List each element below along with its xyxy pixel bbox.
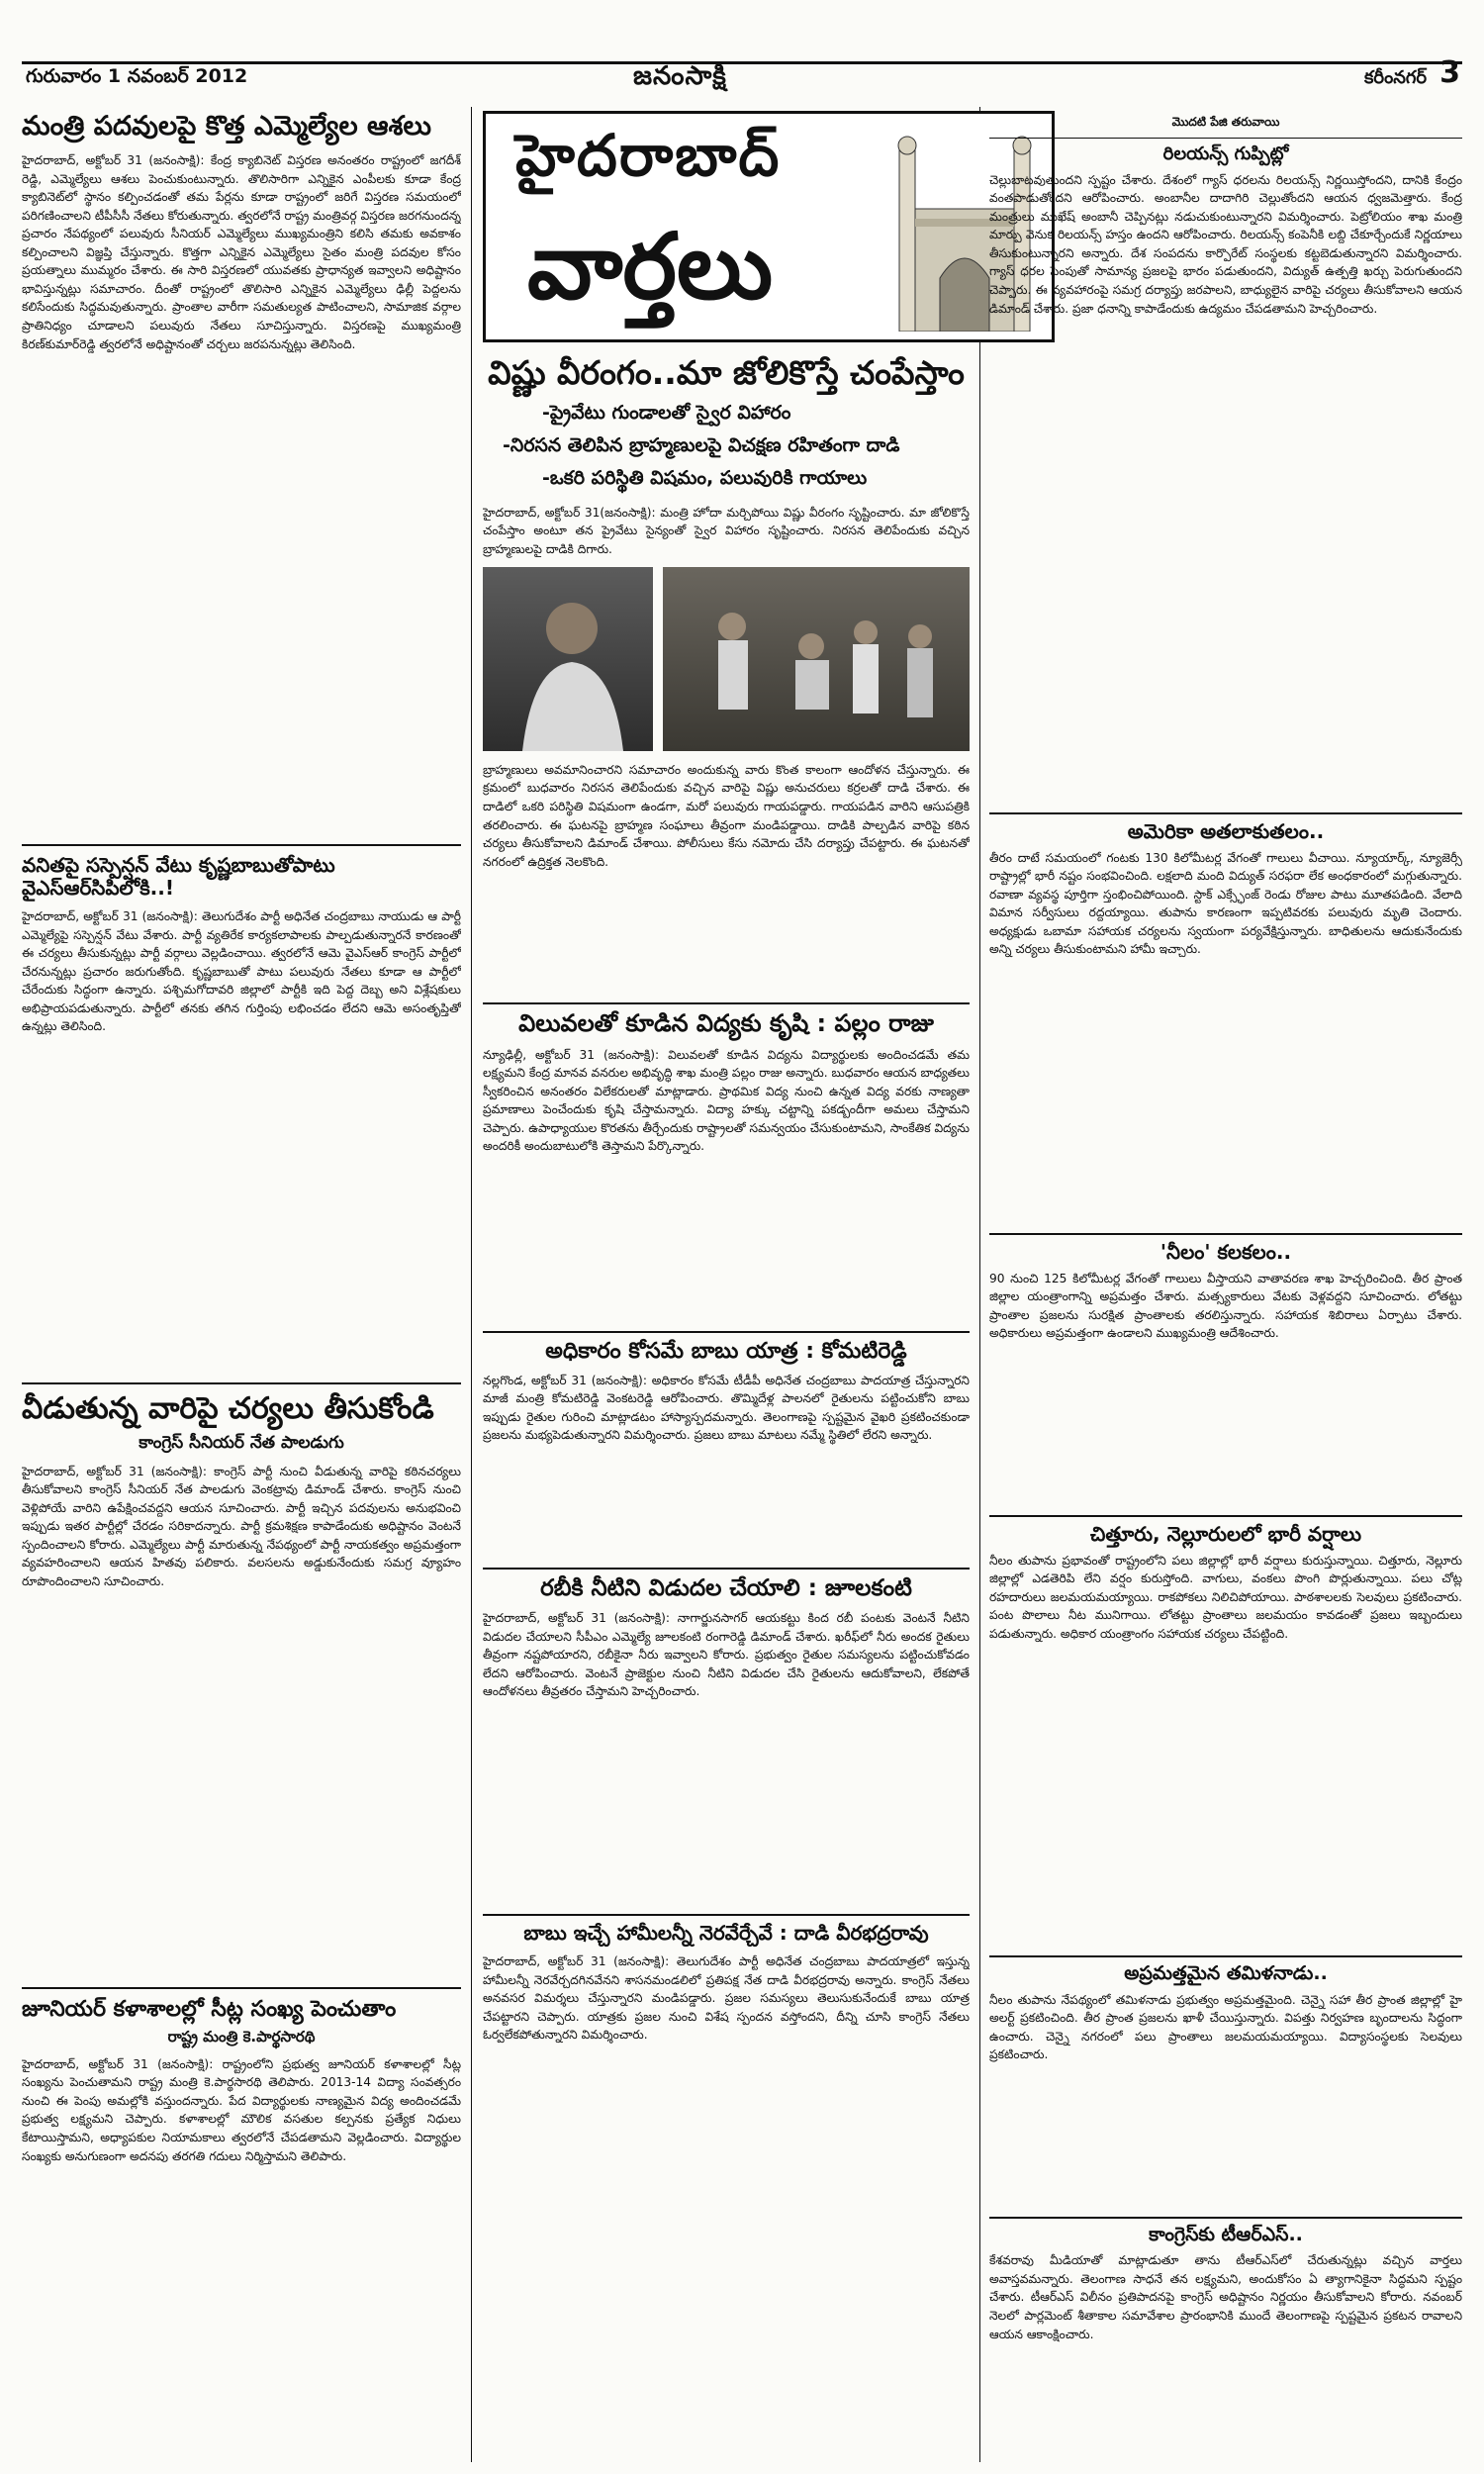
- continued-label: మొదటి పేజి తరువాయి: [1171, 115, 1280, 129]
- section-rule: [989, 2217, 1462, 2219]
- article-body: హైదరాబాద్, అక్టోబర్ 31 (జనంసాక్షి): కాంగ్రెస్ పార్టీ నుంచి వీడుతున్న వారిపై కఠినచర్యలు తీసుకోవాలని కాంగ్రెస్ సీనియర్ నేత పాలడుగు వెంకట్రావు డిమాండ్ చేశారు. కాంగ్రెస్ నుంచి వెళ్లిపోయే వారిని ఉపేక్షించవద్దని ఆయన సూచించారు. పార్టీ ఇచ్చిన పదవులను అనుభవించి ఇప్పుడు ఇతర పార్టీల్లో చేరడం సరికాదన్నారు. పార్టీ క్రమశిక్షణ కాపాడేందుకు అధిష్టానం వెంటనే స్పందించాలని కోరారు. ఎమ్మెల్యేలు పార్టీ మారుతున్న నేపథ్యంలో పార్టీ నాయకత్వం అప్రమత్తంగా వ్యవహరించాలని ఆయన హితవు పలికారు. వలసలను అడ్డుకునేందుకు సమగ్ర వ్యూహం రూపొందించాలని సూచించారు.: [22, 1464, 461, 1588]
- section-rule: [22, 844, 461, 846]
- lead-subhead: -నిరసన తెలిపిన బ్రాహ్మణులపై విచక్షణ రహితంగా దాడి: [503, 433, 900, 456]
- section-rule: [22, 1382, 461, 1384]
- subhead: కాంగ్రెస్ సీనియర్ నేత పాలడుగు: [139, 1432, 344, 1453]
- headline-trs: కాంగ్రెస్‌కు టీఆర్‌ఎస్..: [1149, 2223, 1303, 2245]
- lead-intro: హైదరాబాద్, అక్టోబర్ 31(జనంసాక్షి): మంత్రి హోదా మర్చిపోయి విష్ణు వీరంగం సృష్టించారు. మా జోలికొస్తే చంపేస్తాం అంటూ తన ప్రైవేటు సైన్యంతో స్వైర విహారం సృష్టించారు. నిరసన తెలిపేందుకు వచ్చిన బ్రాహ్మణులపై దాడికి దిగారు.: [483, 505, 970, 557]
- article-body: కేశవరావు మీడియాతో మాట్లాడుతూ తాను టీఆర్ఎస్‌లో చేరుతున్నట్లు వచ్చిన వార్తలు అవాస్తవమన్నారు. తెలంగాణ సాధనే తన లక్ష్యమని, అందుకోసం ఏ త్యాగానికైనా సిద్ధమని స్పష్టం చేశారు. టీఆర్‌ఎస్ విలీనం ప్రతిపాదనపై కాంగ్రెస్ అధిష్టానం నిర్ణయం తీసుకోవాలని కోరారు. నవంబర్ నెలలో పార్లమెంట్ శీతాకాల సమావేశాల ప్రారంభానికి ముందే తెలంగాణపై స్పష్టమైన ప్రకటన రావాలని ఆయన ఆకాంక్షించారు.: [989, 2253, 1462, 2341]
- person-icon: [483, 567, 653, 751]
- subhead: రాష్ట్ర మంత్రి కె.పార్థసారథి: [167, 2027, 316, 2046]
- article-body: హైదరాబాద్, అక్టోబర్ 31 (జనంసాక్షి): తెలుగుదేశం పార్టీ అధినేత చంద్రబాబు పాదయాత్రలో ఇస్తున్న హామీలన్నీ నెరవేర్చదగినవేనని శాసనమండలిలో ప్రతిపక్ష నేత దాడి వీరభద్రరావు అన్నారు. కాంగ్రెస్ నేతలు అనవసర విమర్శలు చేస్తున్నారని మండిపడ్డారు. ప్రజల సమస్యలు తెలుసుకునేందుకే బాబు యాత్ర చేపట్టారని చెప్పారు. యాత్రకు ప్రజల నుంచి విశేష స్పందన వస్తోందని, దీన్ని చూసి కాంగ్రెస్ నేతలు ఓర్వలేకపోతున్నారని విమర్శించారు.: [483, 1954, 970, 2043]
- headline-komatireddy: అధికారం కోసమే బాబు యాత్ర : కోమటిరెడ్డి: [545, 1338, 907, 1364]
- lead-headline: విష్ణు వీరంగం..మా జోలికొస్తే చంపేస్తాం: [488, 353, 965, 392]
- article-body: హైదరాబాద్, అక్టోబర్ 31 (జనంసాక్షి): నాగార్జునసాగర్ ఆయకట్టు కింద రబీ పంటకు వెంటనే నీటిని విడుదల చేయాలని సీపీఎం ఎమ్మెల్యే జూలకంటి రంగారెడ్డి డిమాండ్ చేశారు. ఖరీఫ్‌లో నీరు అందక రైతులు తీవ్రంగా నష్టపోయారని, రబీకైనా నీరు ఇవ్వాలని కోరారు. ప్రభుత్వం రైతుల సమస్యలను పట్టించుకోవడం లేదని ఆరోపించారు. వెంటనే ప్రాజెక్టుల నుంచి నీటిని విడుదల చేసి రైతులను ఆదుకోవాలని, లేకపోతే ఆందోళనలు తీవ్రతరం చేస్తామని హెచ్చరించారు.: [483, 1611, 970, 1699]
- section-rule: [483, 1331, 970, 1333]
- crowd-icon: [663, 567, 970, 751]
- issue-date: గురువారం 1 నవంబర్ 2012: [26, 65, 248, 87]
- lead-photos: [483, 567, 970, 755]
- column-right: [989, 111, 1462, 2461]
- section-rule: [483, 1914, 970, 1916]
- news-photo: [483, 567, 653, 751]
- article-body: బ్రాహ్మణులు అవమానించారని సమాచారం అందుకున్న వారు కొంత కాలంగా ఆందోళన చేస్తున్నారు. ఈ క్రమంలో బుధవారం నిరసన తెలిపేందుకు వచ్చిన వారిపై విష్ణు అనుచరులు కర్రలతో దాడి చేశారు. ఈ దాడిలో ఒకరి పరిస్థితి విషమంగా ఉండగా, మరో పలువురు గాయపడ్డారు. గాయపడిన వారిని ఆసుపత్రికి తరలించారు. ఈ ఘటనపై బ్రాహ్మణ సంఘాలు తీవ్రంగా మండిపడ్డాయి. దాడికి పాల్పడిన వారిపై కఠిన చర్యలు తీసుకోవాలని డిమాండ్ చేశాయి. పోలీసులు కేసు నమోదు చేసి దర్యాప్తు చేపట్టారు. ఈ ఘటనతో నగరంలో ఉద్రిక్తత నెలకొంది.: [483, 762, 970, 869]
- article-body: నీలం తుపాను నేపథ్యంలో తమిళనాడు ప్రభుత్వం అప్రమత్తమైంది. చెన్నై సహా తీర ప్రాంత జిల్లాల్లో హై అలర్ట్ ప్రకటించింది. తీర ప్రాంత ప్రజలను ఖాళీ చేయిస్తున్నారు. విపత్తు నిర్వహణ బృందాలను సిద్ధంగా ఉంచారు. చెన్నై నగరంలో పలు ప్రాంతాలు జలమయమయ్యాయి. విద్యాసంస్థలకు సెలవులు ప్రకటించారు.: [989, 1992, 1462, 2062]
- edition-name: కరీంనగర్: [1364, 67, 1427, 88]
- headline-tamilnadu: అప్రమత్తమైన తమిళనాడు..: [1124, 1961, 1328, 1984]
- section-rule: [989, 138, 1462, 139]
- masthead-title: హైదరాబాద్: [515, 122, 782, 189]
- article-body: నీలం తుపాను ప్రభావంతో రాష్ట్రంలోని పలు జిల్లాల్లో భారీ వర్షాలు కురుస్తున్నాయి. చిత్తూరు, నెల్లూరు జిల్లాల్లో ఎడతెరిపి లేని వర్షం కురుస్తోంది. వాగులు, వంకలు పొంగి పొర్లుతున్నాయి. పలు చోట్ల రహదారులు జలమయమయ్యాయి. రాకపోకలు నిలిచిపోయాయి. పాఠశాలలకు సెలవులు ప్రకటించారు. పంట పొలాలు నీట మునిగాయి. లోతట్టు ప్రాంతాలు జలమయం కావడంతో ప్రజలు ఇబ్బందులు పడుతున్నారు. అధికార యంత్రాంగం సహాయక చర్యలు చేపట్టింది.: [989, 1553, 1462, 1641]
- section-rule: [22, 1987, 461, 1989]
- article-body: హైదరాబాద్, అక్టోబర్ 31 (జనంసాక్షి): తెలుగుదేశం పార్టీ అధినేత చంద్రబాబు నాయుడు ఆ పార్టీ ఎమ్మెల్యేపై సస్పెన్షన్ వేటు వేశారు. పార్టీ వ్యతిరేక కార్యకలాపాలకు పాల్పడుతున్నారనే కారణంతో ఈ చర్యలు తీసుకున్నట్లు పార్టీ వర్గాలు వెల్లడించాయి. త్వరలోనే ఆమె వైఎస్‌ఆర్ కాంగ్రెస్ పార్టీలో చేరనున్నట్లు ప్రచారం జరుగుతోంది. కృష్ణబాబుతో పాటు పలువురు నేతలు కూడా ఆ పార్టీలో చేరేందుకు సిద్ధంగా ఉన్నారు. పశ్చిమగోదావరి జిల్లాలో పార్టీకి ఇది పెద్ద దెబ్బ అని విశ్లేషకులు అభిప్రాయపడుతున్నారు. పార్టీలో తనకు తగిన గుర్తింపు లభించడం లేదని ఆమె అసంతృప్తితో ఉన్నట్లు తెలిసింది.: [22, 909, 461, 1034]
- news-photo: [663, 567, 970, 751]
- headline-rains: చిత్తూరు, నెల్లూరులలో భారీ వర్షాలు: [1090, 1521, 1361, 1546]
- headline-reliance: రిలయన్స్ గుప్పిట్లో: [1162, 143, 1289, 164]
- headline-neelam: 'నీలం' కలకలం..: [1159, 1239, 1292, 1264]
- headline-dadi: బాబు ఇచ్చే హామీలన్నీ నెరవేర్చేవే : దాడి వీరభద్రరావు: [523, 1921, 929, 1946]
- newspaper-logo: జనంసాక్షి: [633, 61, 727, 91]
- headline-suspension: వనితపై సస్పెన్షన్ వేటు కృష్ణబాబుతోపాటు వైఎస్‌ఆర్‌సిపిలోకి..!: [22, 853, 335, 901]
- section-rule: [483, 1002, 970, 1004]
- section-rule: [989, 1233, 1462, 1235]
- page-number: 3: [1439, 55, 1460, 90]
- article-body: తీరం దాటే సమయంలో గంటకు 130 కిలోమీటర్ల వేగంతో గాలులు వీచాయి. న్యూయార్క్, న్యూజెర్సీ రాష్ట్రాల్లో భారీ నష్టం సంభవించింది. లక్షలాది మంది విద్యుత్ సరఫరా లేక అంధకారంలో మగ్గుతున్నారు. రవాణా వ్యవస్థ పూర్తిగా స్తంభించిపోయింది. స్టాక్ ఎక్స్ఛేంజ్ రెండు రోజుల పాటు మూతపడింది. వేలాది విమాన సర్వీసులు రద్దయ్యాయి. తుపాను కారణంగా ఇప్పటివరకు పలువురు మృతి చెందారు. అధ్యక్షుడు ఒబామా సహాయక చర్యలను స్వయంగా పర్యవేక్షిస్తున్నారు. బాధితులను ఆదుకునేందుకు అన్ని చర్యలు తీసుకుంటామని హామీ ఇచ్చారు.: [989, 850, 1462, 957]
- column-divider: [979, 107, 980, 2462]
- article-body: హైదరాబాద్, అక్టోబర్ 31 (జనంసాక్షి): రాష్ట్రంలోని ప్రభుత్వ జూనియర్ కళాశాలల్లో సీట్ల సంఖ్యను పెంచుతామని రాష్ట్ర మంత్రి కె.పార్థసారథి తెలిపారు. 2013-14 విద్యా సంవత్సరం నుంచి ఈ పెంపు అమల్లోకి వస్తుందన్నారు. పేద విద్యార్థులకు నాణ్యమైన విద్య అందించడమే ప్రభుత్వ లక్ష్యమని చెప్పారు. కళాశాలల్లో మౌలిక వసతుల కల్పనకు ప్రత్యేక నిధులు కేటాయిస్తామని, అధ్యాపకుల నియామకాలు త్వరలోనే చేపడతామని వెల్లడించారు. విద్యార్థుల సంఖ్యకు అనుగుణంగా అదనపు తరగతి గదులు నిర్మిస్తామని తెలిపారు.: [22, 2056, 461, 2163]
- headline-rabi: రబీకి నీటిని విడుదల చేయాలి : జూలకంటి: [540, 1574, 912, 1601]
- section-rule: [989, 1515, 1462, 1517]
- masthead-subtitle: వార్తలు: [527, 213, 774, 320]
- headline-action: వీడుతున్న వారిపై చర్యలు తీసుకోండి: [22, 1391, 434, 1427]
- column-left: [22, 111, 461, 2461]
- article-body: 90 నుంచి 125 కిలోమీటర్ల వేగంతో గాలులు వీస్తాయని వాతావరణ శాఖ హెచ్చరించింది. తీర ప్రాంత జిల్లాల యంత్రాంగాన్ని అప్రమత్తం చేశారు. మత్స్యకారులు వేటకు వెళ్లవద్దని సూచించారు. లోతట్టు ప్రాంతాల ప్రజలను సురక్షిత ప్రాంతాలకు తరలిస్తున్నారు. సహాయక శిబిరాలు ఏర్పాటు చేశారు. అధికారులు అప్రమత్తంగా ఉండాలని ముఖ్యమంత్రి ఆదేశించారు.: [989, 1271, 1462, 1341]
- article-body: న్యూఢిల్లీ, అక్టోబర్ 31 (జనంసాక్షి): విలువలతో కూడిన విద్యను విద్యార్థులకు అందించడమే తమ లక్ష్యమని కేంద్ర మానవ వనరుల అభివృద్ధి శాఖ మంత్రి పల్లం రాజు అన్నారు. బుధవారం ఆయన బాధ్యతలు స్వీకరించిన అనంతరం విలేకరులతో మాట్లాడారు. ప్రాథమిక విద్య నుంచి ఉన్నత విద్య వరకు నాణ్యతా ప్రమాణాలు పెంచేందుకు కృషి చేస్తామన్నారు. విద్యా హక్కు చట్టాన్ని పకడ్బందీగా అమలు చేస్తామని చెప్పారు. ఉపాధ్యాయుల కొరతను తీర్చేందుకు రాష్ట్రాలతో సమన్వయం చేసుకుంటామని, సాంకేతిక విద్యను అందరికీ అందుబాటులోకి తెస్తామని పేర్కొన్నారు.: [483, 1047, 970, 1154]
- headline-america: అమెరికా అతలాకుతలం..: [1127, 818, 1325, 843]
- header-rule: [22, 61, 1462, 64]
- headline-junior-colleges: జూనియర్ కళాశాలల్లో సీట్ల సంఖ్య పెంచుతాం: [22, 1996, 397, 2022]
- section-rule: [483, 1568, 970, 1570]
- section-rule: [989, 1955, 1462, 1957]
- column-center: [483, 348, 970, 2462]
- lead-subhead: -ఒకరి పరిస్థితి విషమం, పలువురికి గాయాలు: [542, 466, 868, 489]
- lead-subhead: -ప్రైవేటు గుండాలతో స్వైర విహారం: [542, 401, 791, 424]
- section-rule: [989, 812, 1462, 814]
- headline-education: విలువలతో కూడిన విద్యకు కృషి : పల్లం రాజు: [518, 1008, 934, 1037]
- section-masthead: [483, 111, 1055, 342]
- article-body: చెల్లుబాటవుతుందని స్పష్టం చేశారు. దేశంలో గ్యాస్ ధరలను రిలయన్స్ నిర్ణయిస్తోందని, దానికి కేంద్రం వంతపాడుతోందని ఆరోపించారు. అంబానీల దాదాగిరి చెల్లుతోందని ఆయన ధ్వజమెత్తారు. కేంద్ర మంత్రులు ముఖేష్ అంబానీ చెప్పినట్లు నడుచుకుంటున్నారని విమర్శించారు. పెట్రోలియం శాఖ మంత్రి మార్పు వెనుక రిలయన్స్ హస్తం ఉందని ఆరోపించారు. రిలయన్స్ కంపెనీకి లబ్ది చేకూర్చేందుకే నిర్ణయాలు తీసుకుంటున్నారని అన్నారు. దేశ సంపదను కార్పొరేట్ సంస్థలకు కట్టబెడుతున్నారని విమర్శించారు. గ్యాస్ ధరల పెంపుతో సామాన్య ప్రజలపై భారం పడుతుందని, విద్యుత్ ఉత్పత్తి ఖర్చు పెరుగుతుందని చెప్పారు. ఈ వ్యవహారంపై సమగ్ర దర్యాప్తు జరపాలని, బాధ్యులైన వారిపై చర్యలు తీసుకోవాలని ఆయన డిమాండ్ చేశారు. ప్రజా ధనాన్ని కాపాడేందుకు ఉద్యమం చేపడతామని హెచ్చరించారు.: [989, 172, 1462, 316]
- column-divider: [471, 107, 472, 2462]
- headline-ministers: మంత్రి పదవులపై కొత్త ఎమ్మెల్యేల ఆశలు: [22, 111, 431, 142]
- article-body: హైదరాబాద్, అక్టోబర్ 31 (జనంసాక్షి): కేంద్ర క్యాబినెట్ విస్తరణ అనంతరం రాష్ట్రంలో జగదీశ్ రెడ్డి, ఎమ్మెల్యేలు ఆశలు పెంచుకుంటున్నారు. తొలిసారిగా ఎన్నికైన ఎంపీలకు కూడా కేంద్ర క్యాబినెట్‌లో స్థానం కల్పించడంతో తమ పేర్లను కూడా రాష్ట్రంలో జరిగే విస్తరణ సమయంలో పరిగణించాలని టీపీసీసీ నేతలు కోరుతున్నారు. త్వరలోనే రాష్ట్ర మంత్రివర్గ విస్తరణ జరగనుందన్న ప్రచారం నేపథ్యంలో పలువురు సీనియర్ ఎమ్మెల్యేలు ముఖ్యమంత్రిని కలిసి తమకు అవకాశం కల్పించాలని విజ్ఞప్తి చేస్తున్నారు. కొత్తగా ఎన్నికైన ఎమ్మెల్యేలు సైతం మంత్రి పదవుల కోసం ప్రయత్నాలు ముమ్మరం చేశారు. ఈ సారి విస్తరణలో యువతకు ప్రాధాన్యత ఇవ్వాలని అధిష్టానం భావిస్తున్నట్లు సమాచారం. దీంతో రాష్ట్రంలో తొలిసారి ఎన్నికైన ఎమ్మెల్యేలు ఢిల్లీ పెద్దలను కలిసేందుకు సిద్ధమవుతున్నారు. ప్రాంతాల వారీగా సమతుల్యత పాటించాలని, సామాజిక వర్గాల ప్రాతినిధ్యం చూడాలని పలువురు నేతలు సూచిస్తున్నారు. విస్తరణపై ముఖ్యమంత్రి కిరణ్‌కుమార్‌రెడ్డి త్వరలోనే అధిష్టానంతో చర్చలు జరపనున్నట్లు తెలిసింది.: [22, 153, 461, 351]
- article-body: నల్లగొండ, అక్టోబర్ 31 (జనంసాక్షి): అధికారం కోసమే టీడీపీ అధినేత చంద్రబాబు పాదయాత్ర చేస్తున్నారని మాజీ మంత్రి కోమటిరెడ్డి వెంకటరెడ్డి ఆరోపించారు. తొమ్మిదేళ్ల పాలనలో రైతులను పట్టించుకోని బాబు ఇప్పుడు రైతుల గురించి మాట్లాడటం హాస్యాస్పదమన్నారు. తెలంగాణపై స్పష్టమైన వైఖరి ప్రకటించకుండా ప్రజలను మభ్యపెడుతున్నారని విమర్శించారు. ప్రజలు బాబు మాటలు నమ్మే స్థితిలో లేరని అన్నారు.: [483, 1373, 970, 1443]
